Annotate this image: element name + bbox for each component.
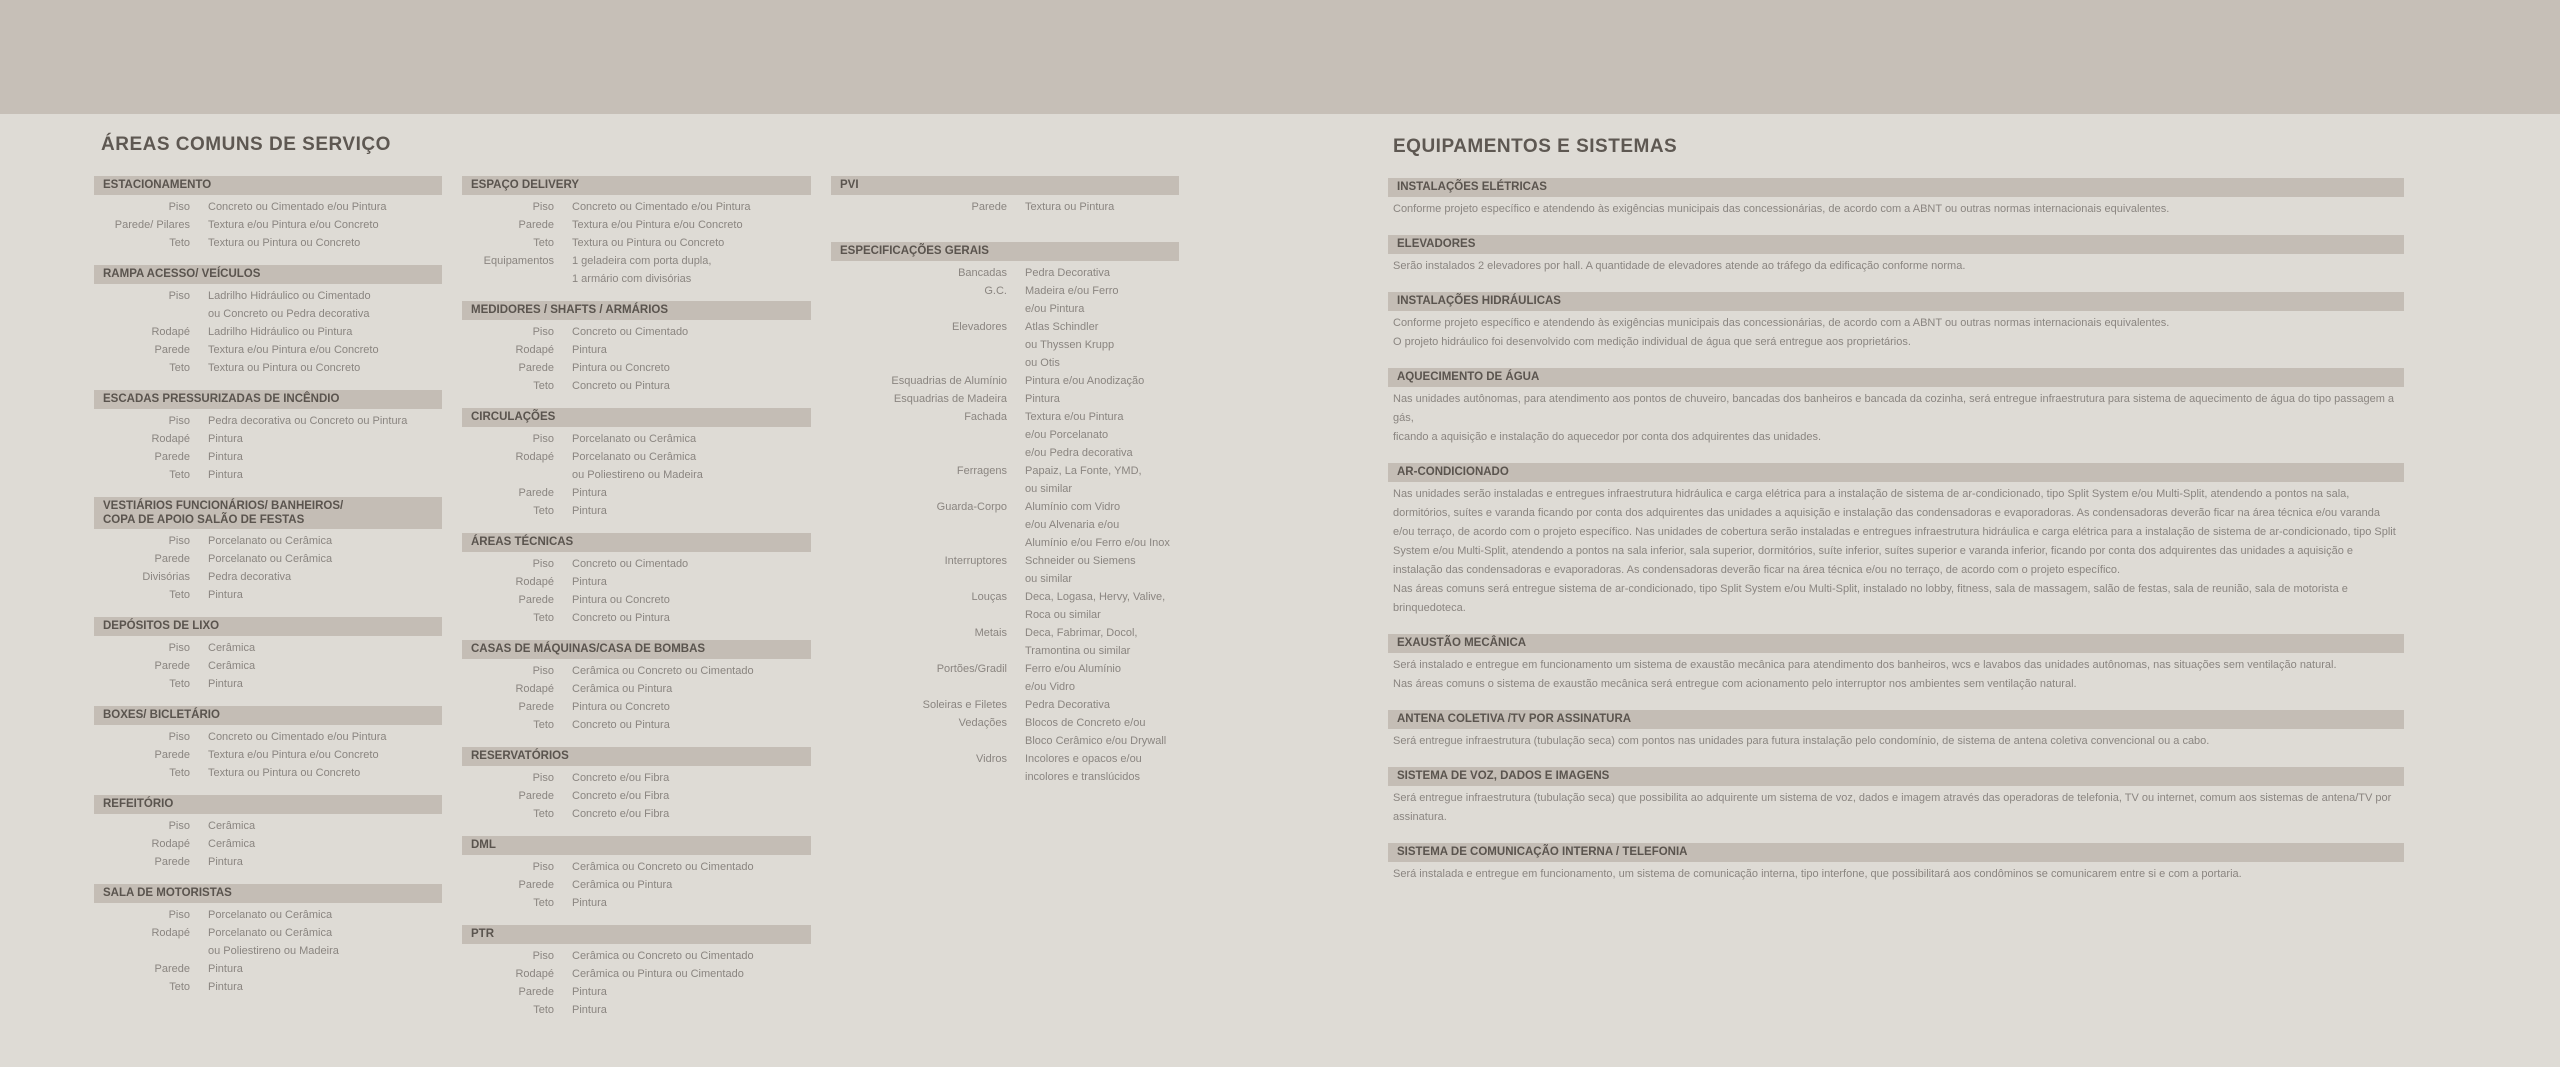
spec-row — [94, 430, 442, 448]
spec-row — [831, 462, 1179, 498]
spec-row — [462, 555, 811, 573]
right-page-title: EQUIPAMENTOS E SISTEMAS — [1393, 136, 1678, 157]
spec-row — [831, 372, 1179, 390]
spec-row — [94, 287, 442, 323]
spec-value: Textura ou Pintura ou Concreto — [208, 362, 361, 374]
spec-label: Parede — [154, 856, 190, 868]
spec-row — [831, 498, 1179, 552]
spec-row — [462, 573, 811, 591]
spec-row — [831, 264, 1179, 282]
spec-value: Pintura ou Concreto — [572, 594, 670, 606]
spec-label: Esquadrias de Alumínio — [891, 375, 1007, 387]
column-common-areas-2 — [462, 176, 811, 1032]
section-title: AR-CONDICIONADO — [1388, 463, 2404, 482]
section-title: CIRCULAÇÕES — [462, 408, 811, 427]
spec-label: Piso — [532, 201, 554, 213]
spec-label: Teto — [533, 237, 554, 249]
spec-label: Rodapé — [151, 433, 190, 445]
spec-value: Pedra decorativa ou Concreto ou Pintura — [208, 415, 408, 427]
spec-value: Pintura — [572, 986, 607, 998]
spec-value: Cerâmica ou Concreto ou Cimentado — [572, 950, 754, 962]
section-title: MEDIDORES / SHAFTS / ARMÁRIOS — [462, 301, 811, 320]
spec-value: Pintura — [572, 576, 607, 588]
spec-value: Pintura — [572, 505, 607, 517]
spec-label: Parede — [154, 451, 190, 463]
spec-value: Pintura — [572, 344, 607, 356]
spec-row — [462, 234, 811, 252]
spec-row — [462, 716, 811, 734]
spec-section-vestiarios-funcionarios-banheiros — [94, 497, 442, 604]
spec-value: Cerâmica — [208, 642, 256, 654]
section-title: ESTACIONAMENTO — [94, 176, 442, 195]
spec-label: Fachada — [964, 411, 1007, 423]
spec-row — [831, 660, 1179, 696]
spec-value: Concreto e/ou Fibra — [572, 808, 670, 820]
spec-value: Pintura ou Concreto — [572, 362, 670, 374]
spec-value: Pintura — [208, 981, 243, 993]
spec-label: Equipamentos — [483, 255, 554, 267]
section-title: DEPÓSITOS DE LIXO — [94, 617, 442, 636]
spec-value: Concreto ou Pintura — [572, 719, 670, 731]
spec-row — [462, 252, 811, 288]
spec-value: Textura e/ou Pintura e/ou Concreto — [208, 749, 379, 761]
spec-row — [462, 502, 811, 520]
section-description: Será instalado e entregue em funcionamento um sistema de exaustão mecânica para atendimento dos banheiros, wcs e lavabos das unidades autônomas, nas situações sem ventilação natural. Nas áreas comuns o sistema de exaustão mecânica será entregue com acionamento pelo interruptor nos ambientes sem ventilação natural. — [1393, 659, 2337, 690]
spec-value: Pedra Decorativa — [1025, 267, 1110, 279]
spec-row — [94, 978, 442, 996]
section-title: ELEVADORES — [1388, 235, 2404, 254]
spec-value: Concreto ou Cimentado — [572, 558, 689, 570]
spec-label: Piso — [532, 861, 554, 873]
spec-value: Pintura e/ou Anodização — [1025, 375, 1145, 387]
spec-section-refeitorio — [94, 795, 442, 871]
spec-value: Cerâmica ou Pintura ou Cimentado — [572, 968, 744, 980]
spec-value: Pintura — [208, 433, 243, 445]
system-section-instalacoes-hidraulicas — [1388, 292, 2404, 352]
spec-row — [462, 216, 811, 234]
spec-label: Teto — [169, 589, 190, 601]
spec-value: Porcelanato ou Cerâmica — [208, 553, 333, 565]
spec-section-circulacoes — [462, 408, 811, 520]
system-section-aquecimento-de-agua — [1388, 368, 2404, 447]
spec-row — [462, 609, 811, 627]
spec-row — [94, 216, 442, 234]
spec-value: 1 geladeira com porta dupla, 1 armário com divisórias — [572, 255, 712, 285]
spec-label: Vedações — [958, 717, 1007, 729]
spec-value: Cerâmica — [208, 838, 256, 850]
spec-section-sala-de-motoristas — [94, 884, 442, 996]
spec-section-reservatorios — [462, 747, 811, 823]
spec-label: Bancadas — [958, 267, 1007, 279]
spec-value: Concreto e/ou Fibra — [572, 772, 670, 784]
section-title: RESERVATÓRIOS — [462, 747, 811, 766]
spec-row — [94, 639, 442, 657]
spec-label: Rodapé — [515, 576, 554, 588]
spec-value: Textura ou Pintura ou Concreto — [208, 767, 361, 779]
spec-row — [462, 448, 811, 484]
spec-row — [94, 960, 442, 978]
section-description: Será entregue infraestrutura (tubulação seca) que possibilita ao adquirente um sistema de voz, dados e imagem através das operadoras de telefonia, TV ou internet, comum aos sistemas de antena/TV por assinatura. — [1393, 792, 2392, 823]
spec-value: Textura ou Pintura — [1025, 201, 1115, 213]
spec-row — [94, 359, 442, 377]
spec-row — [94, 550, 442, 568]
spec-value: Cerâmica ou Pintura — [572, 879, 673, 891]
spec-label: Rodapé — [151, 838, 190, 850]
spec-row — [462, 1001, 811, 1019]
section-title: VESTIÁRIOS FUNCIONÁRIOS/ BANHEIROS/ COPA DE APOIO SALÃO DE FESTAS — [94, 497, 442, 529]
section-title: PTR — [462, 925, 811, 944]
spec-row — [94, 466, 442, 484]
spec-section-medidores-shafts-armarios — [462, 301, 811, 395]
top-banner — [0, 0, 2560, 114]
spec-value: Pedra decorativa — [208, 571, 292, 583]
spec-row — [831, 282, 1179, 318]
section-description: Será instalada e entregue em funcionamento, um sistema de comunicação interna, tipo interfone, que possibilitará aos condôminos se comunicarem entre si e com a portaria. — [1393, 868, 2242, 880]
spec-label: Rodapé — [151, 927, 190, 939]
spec-label: Parede — [154, 344, 190, 356]
spec-label: Piso — [532, 772, 554, 784]
spec-section-dml — [462, 836, 811, 912]
spec-row — [462, 198, 811, 216]
spec-row — [462, 894, 811, 912]
spec-row — [94, 198, 442, 216]
spec-label: Parede — [518, 879, 554, 891]
spec-value: Madeira e/ou Ferro e/ou Pintura — [1025, 285, 1119, 315]
spec-section-especificacoes-gerais — [831, 242, 1179, 786]
spec-value: Ladrilho Hidráulico ou Pintura — [208, 326, 353, 338]
spec-row — [94, 675, 442, 693]
spec-row — [462, 430, 811, 448]
section-title: BOXES/ BICLETÁRIO — [94, 706, 442, 725]
spec-row — [94, 817, 442, 835]
spec-value: Cerâmica ou Concreto ou Cimentado — [572, 861, 754, 873]
section-title: ÁREAS TÉCNICAS — [462, 533, 811, 552]
spec-value: Textura e/ou Pintura e/ou Concreto — [208, 219, 379, 231]
spec-row — [94, 412, 442, 430]
spec-label: Piso — [532, 433, 554, 445]
spec-label: Interruptores — [944, 555, 1007, 567]
spec-value: Alumínio com Vidro e/ou Alvenaria e/ou Alumínio e/ou Ferro e/ou Inox — [1025, 501, 1170, 549]
spec-value: Pintura — [572, 1004, 607, 1016]
spec-label: Parede — [518, 701, 554, 713]
spec-row — [831, 696, 1179, 714]
spec-row — [831, 408, 1179, 462]
spec-row — [462, 787, 811, 805]
section-title: AQUECIMENTO DE ÁGUA — [1388, 368, 2404, 387]
spec-value: Pintura — [572, 897, 607, 909]
section-title: REFEITÓRIO — [94, 795, 442, 814]
spec-value: Cerâmica ou Concreto ou Cimentado — [572, 665, 754, 677]
spec-label: Piso — [532, 558, 554, 570]
section-description: Nas unidades autônomas, para atendimento aos pontos de chuveiro, bancadas dos banheiros e bancada da cozinha, será entregue infraestrutura para sistema de aquecimento de água do tipo passagem a gás, ficando a aquisição e instalação do aquecedor por conta dos adquirentes das unidades. — [1393, 393, 2395, 443]
spec-row — [94, 924, 442, 960]
spec-row — [94, 568, 442, 586]
section-title: EXAUSTÃO MECÂNICA — [1388, 634, 2404, 653]
spec-value: Textura e/ou Pintura e/ou Concreto — [572, 219, 743, 231]
spec-row — [94, 746, 442, 764]
spec-value: Papaiz, La Fonte, YMD, ou similar — [1025, 465, 1142, 495]
spec-value: Concreto ou Cimentado — [572, 326, 689, 338]
spec-label: Portões/Gradil — [936, 663, 1007, 675]
spec-label: Teto — [533, 808, 554, 820]
spec-label: Teto — [169, 469, 190, 481]
spec-label: Louças — [971, 591, 1007, 603]
section-title: PVI — [831, 176, 1179, 195]
system-section-exaustao-mecanica — [1388, 634, 2404, 694]
spec-value: Textura ou Pintura ou Concreto — [572, 237, 725, 249]
spec-label: Piso — [532, 665, 554, 677]
spec-row — [462, 947, 811, 965]
spec-label: Teto — [533, 505, 554, 517]
spec-row — [462, 680, 811, 698]
spec-row — [462, 858, 811, 876]
spec-row — [94, 853, 442, 871]
spec-row — [462, 359, 811, 377]
spec-value: Incolores e opacos e/ou incolores e translúcidos — [1025, 753, 1142, 783]
spec-row — [94, 323, 442, 341]
section-title: ESCADAS PRESSURIZADAS DE INCÊNDIO — [94, 390, 442, 409]
spec-section-ptr — [462, 925, 811, 1019]
spec-label: Teto — [169, 237, 190, 249]
spec-row — [462, 805, 811, 823]
spec-label: Piso — [168, 201, 190, 213]
spec-value: Ladrilho Hidráulico ou Cimentado ou Concreto ou Pedra decorativa — [208, 290, 371, 320]
spec-row — [831, 198, 1179, 216]
spec-row — [462, 323, 811, 341]
spec-section-rampa-acesso-veiculos — [94, 265, 442, 377]
spec-label: Piso — [168, 535, 190, 547]
section-title: ANTENA COLETIVA /TV POR ASSINATURA — [1388, 710, 2404, 729]
spec-row — [462, 983, 811, 1001]
spec-row — [94, 728, 442, 746]
section-description: Serão instalados 2 elevadores por hall. A quantidade de elevadores atende ao tráfego da edificação conforme norma. — [1393, 260, 1966, 272]
spec-row — [462, 484, 811, 502]
spec-value: Deca, Fabrimar, Docol, Tramontina ou similar — [1025, 627, 1138, 657]
spec-label: Teto — [533, 719, 554, 731]
system-section-ar-condicionado — [1388, 463, 2404, 618]
section-title: ESPAÇO DELIVERY — [462, 176, 811, 195]
spec-row — [94, 448, 442, 466]
spec-section-pvi — [831, 176, 1179, 216]
spec-row — [831, 624, 1179, 660]
system-section-elevadores — [1388, 235, 2404, 276]
spec-label: Piso — [168, 909, 190, 921]
spec-row — [831, 750, 1179, 786]
spec-value: Atlas Schindler ou Thyssen Krupp ou Otis — [1025, 321, 1115, 369]
spec-value: Porcelanato ou Cerâmica — [572, 433, 697, 445]
spec-row — [94, 234, 442, 252]
spec-value: Pintura — [208, 589, 243, 601]
spec-value: Pintura ou Concreto — [572, 701, 670, 713]
spec-label: Parede — [518, 790, 554, 802]
spec-label: Parede — [518, 986, 554, 998]
column-common-areas-1 — [94, 176, 442, 1009]
system-section-antena-coletiva-tv-por-assinatura — [1388, 710, 2404, 751]
spec-row — [94, 532, 442, 550]
spec-label: G.C. — [984, 285, 1007, 297]
section-description: Conforme projeto específico e atendendo às exigências municipais das concessionárias, de acordo com a ABNT ou outras normas internacionais equivalentes. O projeto hidráulico foi desenvolvido com medição individual de água que será entregue aos proprietários. — [1393, 317, 2170, 348]
spec-label: Parede — [518, 487, 554, 499]
spec-row — [462, 341, 811, 359]
equipment-systems-list — [1388, 178, 2404, 900]
spec-row — [462, 876, 811, 894]
spec-row — [462, 591, 811, 609]
spec-value: Concreto e/ou Fibra — [572, 790, 670, 802]
spec-label: Teto — [169, 767, 190, 779]
spec-value: Concreto ou Cimentado e/ou Pintura — [572, 201, 751, 213]
spec-label: Piso — [168, 642, 190, 654]
column-general-specs — [831, 176, 1179, 799]
spec-value: Porcelanato ou Cerâmica — [208, 909, 333, 921]
section-title: CASAS DE MÁQUINAS/CASA DE BOMBAS — [462, 640, 811, 659]
spec-value: Pintura — [208, 469, 243, 481]
spec-row — [462, 662, 811, 680]
spec-value: Cerâmica ou Pintura — [572, 683, 673, 695]
spec-label: Teto — [533, 1004, 554, 1016]
spec-row — [94, 906, 442, 924]
spec-row — [831, 714, 1179, 750]
spec-value: Concreto ou Pintura — [572, 380, 670, 392]
section-title: RAMPA ACESSO/ VEÍCULOS — [94, 265, 442, 284]
spec-value: Ferro e/ou Alumínio e/ou Vidro — [1025, 663, 1121, 693]
section-title: DML — [462, 836, 811, 855]
spec-label: Guarda-Corpo — [936, 501, 1007, 513]
spec-label: Piso — [168, 290, 190, 302]
spec-value: Pintura — [208, 678, 243, 690]
spec-row — [462, 698, 811, 716]
spec-value: Cerâmica — [208, 820, 256, 832]
spec-row — [94, 341, 442, 359]
spec-value: Porcelanato ou Cerâmica ou Poliestireno ou Madeira — [208, 927, 339, 957]
spec-value: Pedra Decorativa — [1025, 699, 1110, 711]
spec-label: Piso — [168, 731, 190, 743]
spec-value: Textura ou Pintura ou Concreto — [208, 237, 361, 249]
spec-value: Concreto ou Pintura — [572, 612, 670, 624]
spec-value: Pintura — [208, 451, 243, 463]
spec-section-boxes-bicletario — [94, 706, 442, 782]
spec-value: Cerâmica — [208, 660, 256, 672]
spec-label: Parede — [518, 362, 554, 374]
spec-value: Textura e/ou Pintura e/ou Concreto — [208, 344, 379, 356]
spec-label: Metais — [974, 627, 1007, 639]
spec-value: Pintura — [1025, 393, 1060, 405]
spec-label: Parede — [971, 201, 1007, 213]
system-section-sistema-de-voz-dados-e-imagens — [1388, 767, 2404, 827]
spec-value: Pintura — [208, 856, 243, 868]
spec-label: Parede/ Pilares — [114, 219, 190, 231]
spec-label: Piso — [168, 415, 190, 427]
spec-value: Concreto ou Cimentado e/ou Pintura — [208, 201, 387, 213]
spec-value: Concreto ou Cimentado e/ou Pintura — [208, 731, 387, 743]
spec-row — [831, 390, 1179, 408]
spec-label: Teto — [169, 981, 190, 993]
spec-label: Piso — [532, 326, 554, 338]
spec-label: Teto — [169, 678, 190, 690]
spec-value: Porcelanato ou Cerâmica ou Poliestireno ou Madeira — [572, 451, 703, 481]
spec-value: Porcelanato ou Cerâmica — [208, 535, 333, 547]
spec-section-depositos-de-lixo — [94, 617, 442, 693]
section-description: Será entregue infraestrutura (tubulação seca) com pontos nas unidades para futura instalação pelo condomínio, de sistema de antena coletiva convencional ou a cabo. — [1393, 735, 2210, 747]
section-description: Conforme projeto específico e atendendo às exigências municipais das concessionárias, de acordo com a ABNT ou outras normas internacionais equivalentes. — [1393, 203, 2170, 215]
spec-row — [462, 965, 811, 983]
spec-row — [831, 552, 1179, 588]
spec-row — [462, 769, 811, 787]
spec-label: Rodapé — [515, 451, 554, 463]
section-title: ESPECIFICAÇÕES GERAIS — [831, 242, 1179, 261]
spec-row — [831, 318, 1179, 372]
spec-label: Parede — [518, 219, 554, 231]
spec-value: Textura e/ou Pintura e/ou Porcelanato e/ou Pedra decorativa — [1025, 411, 1133, 459]
spec-label: Rodapé — [515, 344, 554, 356]
spec-label: Rodapé — [515, 683, 554, 695]
spec-value: Blocos de Concreto e/ou Bloco Cerâmico e/ou Drywall — [1025, 717, 1167, 747]
spec-label: Esquadrias de Madeira — [893, 393, 1007, 405]
spec-label: Rodapé — [151, 326, 190, 338]
spec-label: Teto — [169, 362, 190, 374]
spec-row — [831, 588, 1179, 624]
spec-value: Pintura — [572, 487, 607, 499]
spec-row — [94, 586, 442, 604]
spec-label: Parede — [154, 963, 190, 975]
spec-label: Parede — [154, 749, 190, 761]
spec-row — [94, 764, 442, 782]
spec-label: Parede — [154, 660, 190, 672]
spec-label: Piso — [168, 820, 190, 832]
spec-value: Deca, Logasa, Hervy, Valive, Roca ou similar — [1025, 591, 1166, 621]
spec-label: Parede — [518, 594, 554, 606]
spec-label: Teto — [533, 897, 554, 909]
spec-section-casas-de-maquinas-casa-de-bombas — [462, 640, 811, 734]
spec-row — [94, 657, 442, 675]
spec-label: Teto — [533, 380, 554, 392]
section-title: SISTEMA DE VOZ, DADOS E IMAGENS — [1388, 767, 2404, 786]
spec-label: Elevadores — [951, 321, 1007, 333]
spec-label: Vidros — [976, 753, 1007, 765]
spec-label: Piso — [532, 950, 554, 962]
system-section-sistema-de-comunicacao-interna-telefonia — [1388, 843, 2404, 884]
spec-section-estacionamento — [94, 176, 442, 252]
spec-row — [94, 835, 442, 853]
spec-label: Teto — [533, 612, 554, 624]
spec-value: Pintura — [208, 963, 243, 975]
section-title: SISTEMA DE COMUNICAÇÃO INTERNA / TELEFONIA — [1388, 843, 2404, 862]
spec-label: Soleiras e Filetes — [922, 699, 1007, 711]
spec-label: Rodapé — [515, 968, 554, 980]
spec-section-espaco-delivery — [462, 176, 811, 288]
section-title: SALA DE MOTORISTAS — [94, 884, 442, 903]
spec-label: Divisórias — [142, 571, 190, 583]
section-title: INSTALAÇÕES ELÉTRICAS — [1388, 178, 2404, 197]
spec-section-areas-tecnicas — [462, 533, 811, 627]
section-description: Nas unidades serão instaladas e entregues infraestrutura hidráulica e carga elétrica para a instalação de sistema de ar-condicionado, tipo Split System e/ou Multi-Split, atendendo a pontos na sala, dormitórios, suítes e varanda ficando por conta dos adquirentes das unidades a aquisição e instalação das condensadoras e evaporadoras. As condensadoras deverão ficar na área técnica e/ou varanda e/ou terraço, de acordo com o projeto específico. Nas unidades de cobertura serão instaladas e entregues infraestrutura hidráulica e carga elétrica para a instalação de sistema de ar-condicionado, tipo Split System e/ou Multi-Split, atendendo a pontos na sala inferior, sala superior, dormitórios, suíte inferior, suítes superior e varanda inferior, ficando por conta dos adquirentes das unidades a aquisição e instalação das condensadoras e evaporadoras. As condensadoras deverão ficar na área técnica e/ou no terraço, de acordo com o projeto específico. Nas áreas comuns será entregue sistema de ar-condicionado, tipo Split System e/ou Multi-Split, instalado no lobby, fitness, sala de massagem, salão de festas, sala de reunião, sala de motorista e brinquedoteca. — [1393, 488, 2396, 614]
spec-section-escadas-pressurizadas-de-incendio — [94, 390, 442, 484]
spec-label: Ferragens — [956, 465, 1007, 477]
spec-label: Parede — [154, 553, 190, 565]
spec-value: Schneider ou Siemens ou similar — [1025, 555, 1136, 585]
system-section-instalacoes-eletricas — [1388, 178, 2404, 219]
spec-row — [462, 377, 811, 395]
section-title: INSTALAÇÕES HIDRÁULICAS — [1388, 292, 2404, 311]
left-page-title: ÁREAS COMUNS DE SERVIÇO — [101, 134, 391, 155]
